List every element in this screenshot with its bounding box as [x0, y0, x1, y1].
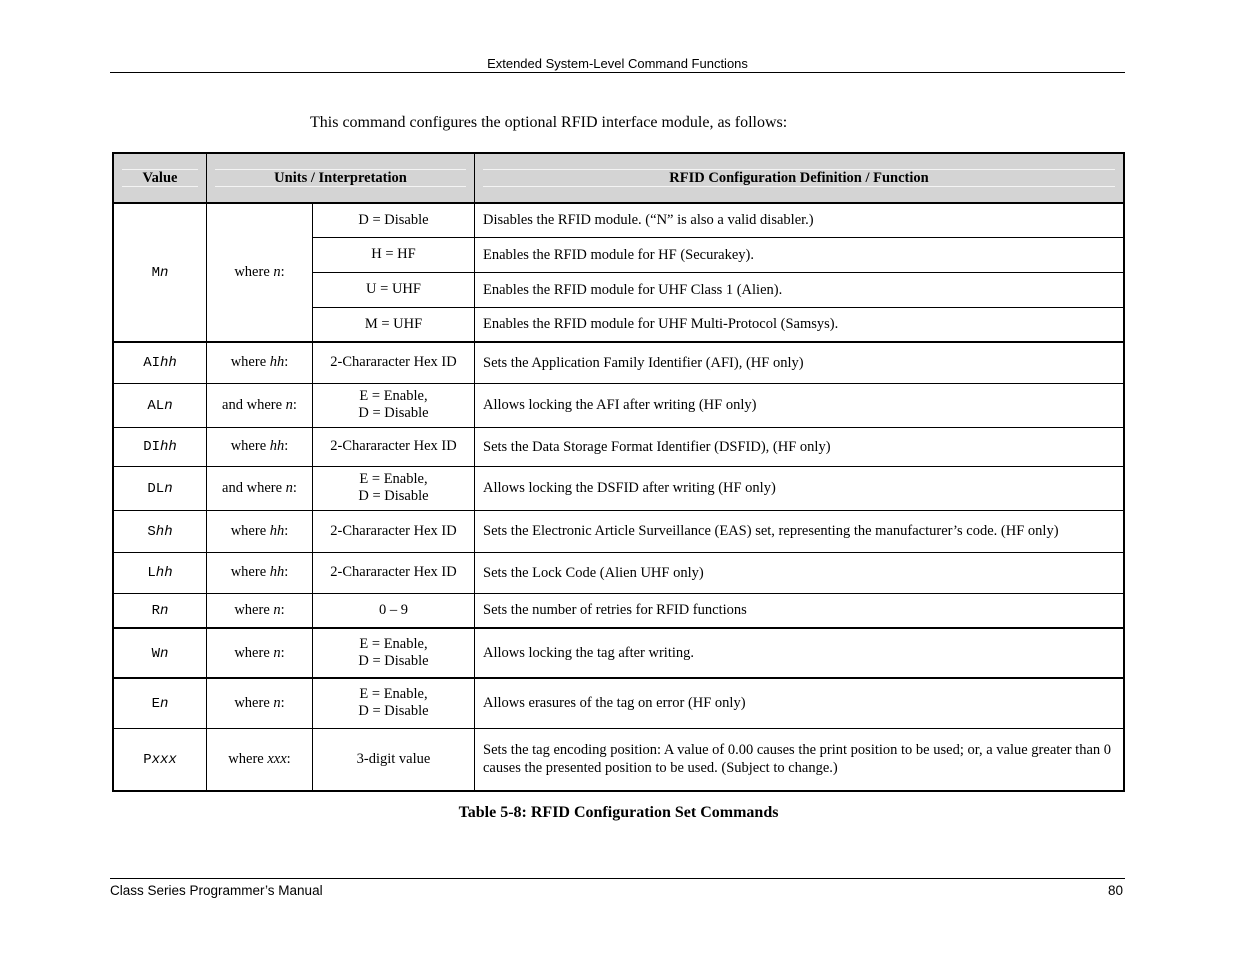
rfid-config-table: [112, 152, 1125, 792]
definition-cell: Sets the Application Family Identifier (AFI), (HF only): [475, 342, 1125, 383]
value-cell: En: [113, 678, 207, 728]
definition-cell: Sets the tag encoding position: A value of 0.00 causes the print position to be used; or, a value greater than 0 causes the presented position to be used. (Subject to change.): [475, 728, 1125, 791]
interpretation-cell: D = Disable: [313, 203, 475, 237]
where-cell: where n:: [207, 628, 313, 678]
page-footer: [110, 878, 1125, 898]
table-row: [113, 427, 1124, 466]
value-cell: ALn: [113, 383, 207, 427]
table-caption: Table 5-8: RFID Configuration Set Commands: [458, 804, 779, 821]
value-cell: Pxxx: [113, 728, 207, 791]
interpretation-cell: U = UHF: [313, 272, 475, 307]
interpretation-cell: 2-Chararacter Hex ID: [313, 552, 475, 593]
table-body: [113, 203, 1124, 791]
definition-cell: Enables the RFID module for HF (Securakey).: [475, 237, 1125, 272]
definition-cell: Allows locking the AFI after writing (HF only): [475, 383, 1125, 427]
where-cell: and where n:: [207, 466, 313, 510]
definition-cell: Enables the RFID module for UHF Class 1 (Alien).: [475, 272, 1125, 307]
table-row: [113, 728, 1124, 791]
value-cell: Mn: [113, 203, 207, 342]
table-row: [113, 203, 1124, 237]
interpretation-cell: 2-Chararacter Hex ID: [313, 427, 475, 466]
where-cell: where n:: [207, 203, 313, 342]
where-cell: where hh:: [207, 552, 313, 593]
value-cell: AIhh: [113, 342, 207, 383]
value-cell: Wn: [113, 628, 207, 678]
table-row: [113, 466, 1124, 510]
interpretation-cell: E = Enable, D = Disable: [313, 628, 475, 678]
interpretation-cell: 3-digit value: [313, 728, 475, 791]
interpretation-cell: 2-Chararacter Hex ID: [313, 342, 475, 383]
where-cell: and where n:: [207, 383, 313, 427]
table-header-row: [113, 153, 1124, 203]
value-cell: Shh: [113, 510, 207, 552]
where-cell: where n:: [207, 678, 313, 728]
running-header: Extended System-Level Command Functions: [110, 56, 1125, 73]
table-row: [113, 593, 1124, 628]
col-header-definition: RFID Configuration Definition / Function: [475, 153, 1125, 203]
definition-cell: Sets the Data Storage Format Identifier (DSFID), (HF only): [475, 427, 1125, 466]
interpretation-cell: 2-Chararacter Hex ID: [313, 510, 475, 552]
value-cell: Rn: [113, 593, 207, 628]
interpretation-cell: 0 – 9: [313, 593, 475, 628]
page-number: 80: [1107, 883, 1123, 898]
where-cell: where xxx:: [207, 728, 313, 791]
table-row: [113, 383, 1124, 427]
table-row: [113, 678, 1124, 728]
table-row: [113, 342, 1124, 383]
definition-cell: Allows locking the DSFID after writing (HF only): [475, 466, 1125, 510]
definition-cell: Allows locking the tag after writing.: [475, 628, 1125, 678]
value-cell: DLn: [113, 466, 207, 510]
interpretation-cell: H = HF: [313, 237, 475, 272]
table-row: [113, 628, 1124, 678]
definition-cell: Disables the RFID module. (“N” is also a valid disabler.): [475, 203, 1125, 237]
definition-cell: Sets the number of retries for RFID functions: [475, 593, 1125, 628]
table-row: [113, 510, 1124, 552]
footer-title: Class Series Programmer’s Manual: [110, 883, 323, 898]
where-cell: where hh:: [207, 342, 313, 383]
table-row: [113, 552, 1124, 593]
where-cell: where hh:: [207, 510, 313, 552]
definition-cell: Sets the Lock Code (Alien UHF only): [475, 552, 1125, 593]
definition-cell: Sets the Electronic Article Surveillance (EAS) set, representing the manufacturer’s code. (HF only): [475, 510, 1125, 552]
where-cell: where hh:: [207, 427, 313, 466]
definition-cell: Enables the RFID module for UHF Multi-Protocol (Samsys).: [475, 307, 1125, 342]
definition-cell: Allows erasures of the tag on error (HF only): [475, 678, 1125, 728]
col-header-units: Units / Interpretation: [207, 153, 475, 203]
where-cell: where n:: [207, 593, 313, 628]
interpretation-cell: M = UHF: [313, 307, 475, 342]
interpretation-cell: E = Enable, D = Disable: [313, 466, 475, 510]
interpretation-cell: E = Enable, D = Disable: [313, 383, 475, 427]
value-cell: DIhh: [113, 427, 207, 466]
col-header-value: Value: [113, 153, 207, 203]
value-cell: Lhh: [113, 552, 207, 593]
interpretation-cell: E = Enable, D = Disable: [313, 678, 475, 728]
intro-text: This command configures the optional RFID interface module, as follows:: [310, 114, 788, 131]
